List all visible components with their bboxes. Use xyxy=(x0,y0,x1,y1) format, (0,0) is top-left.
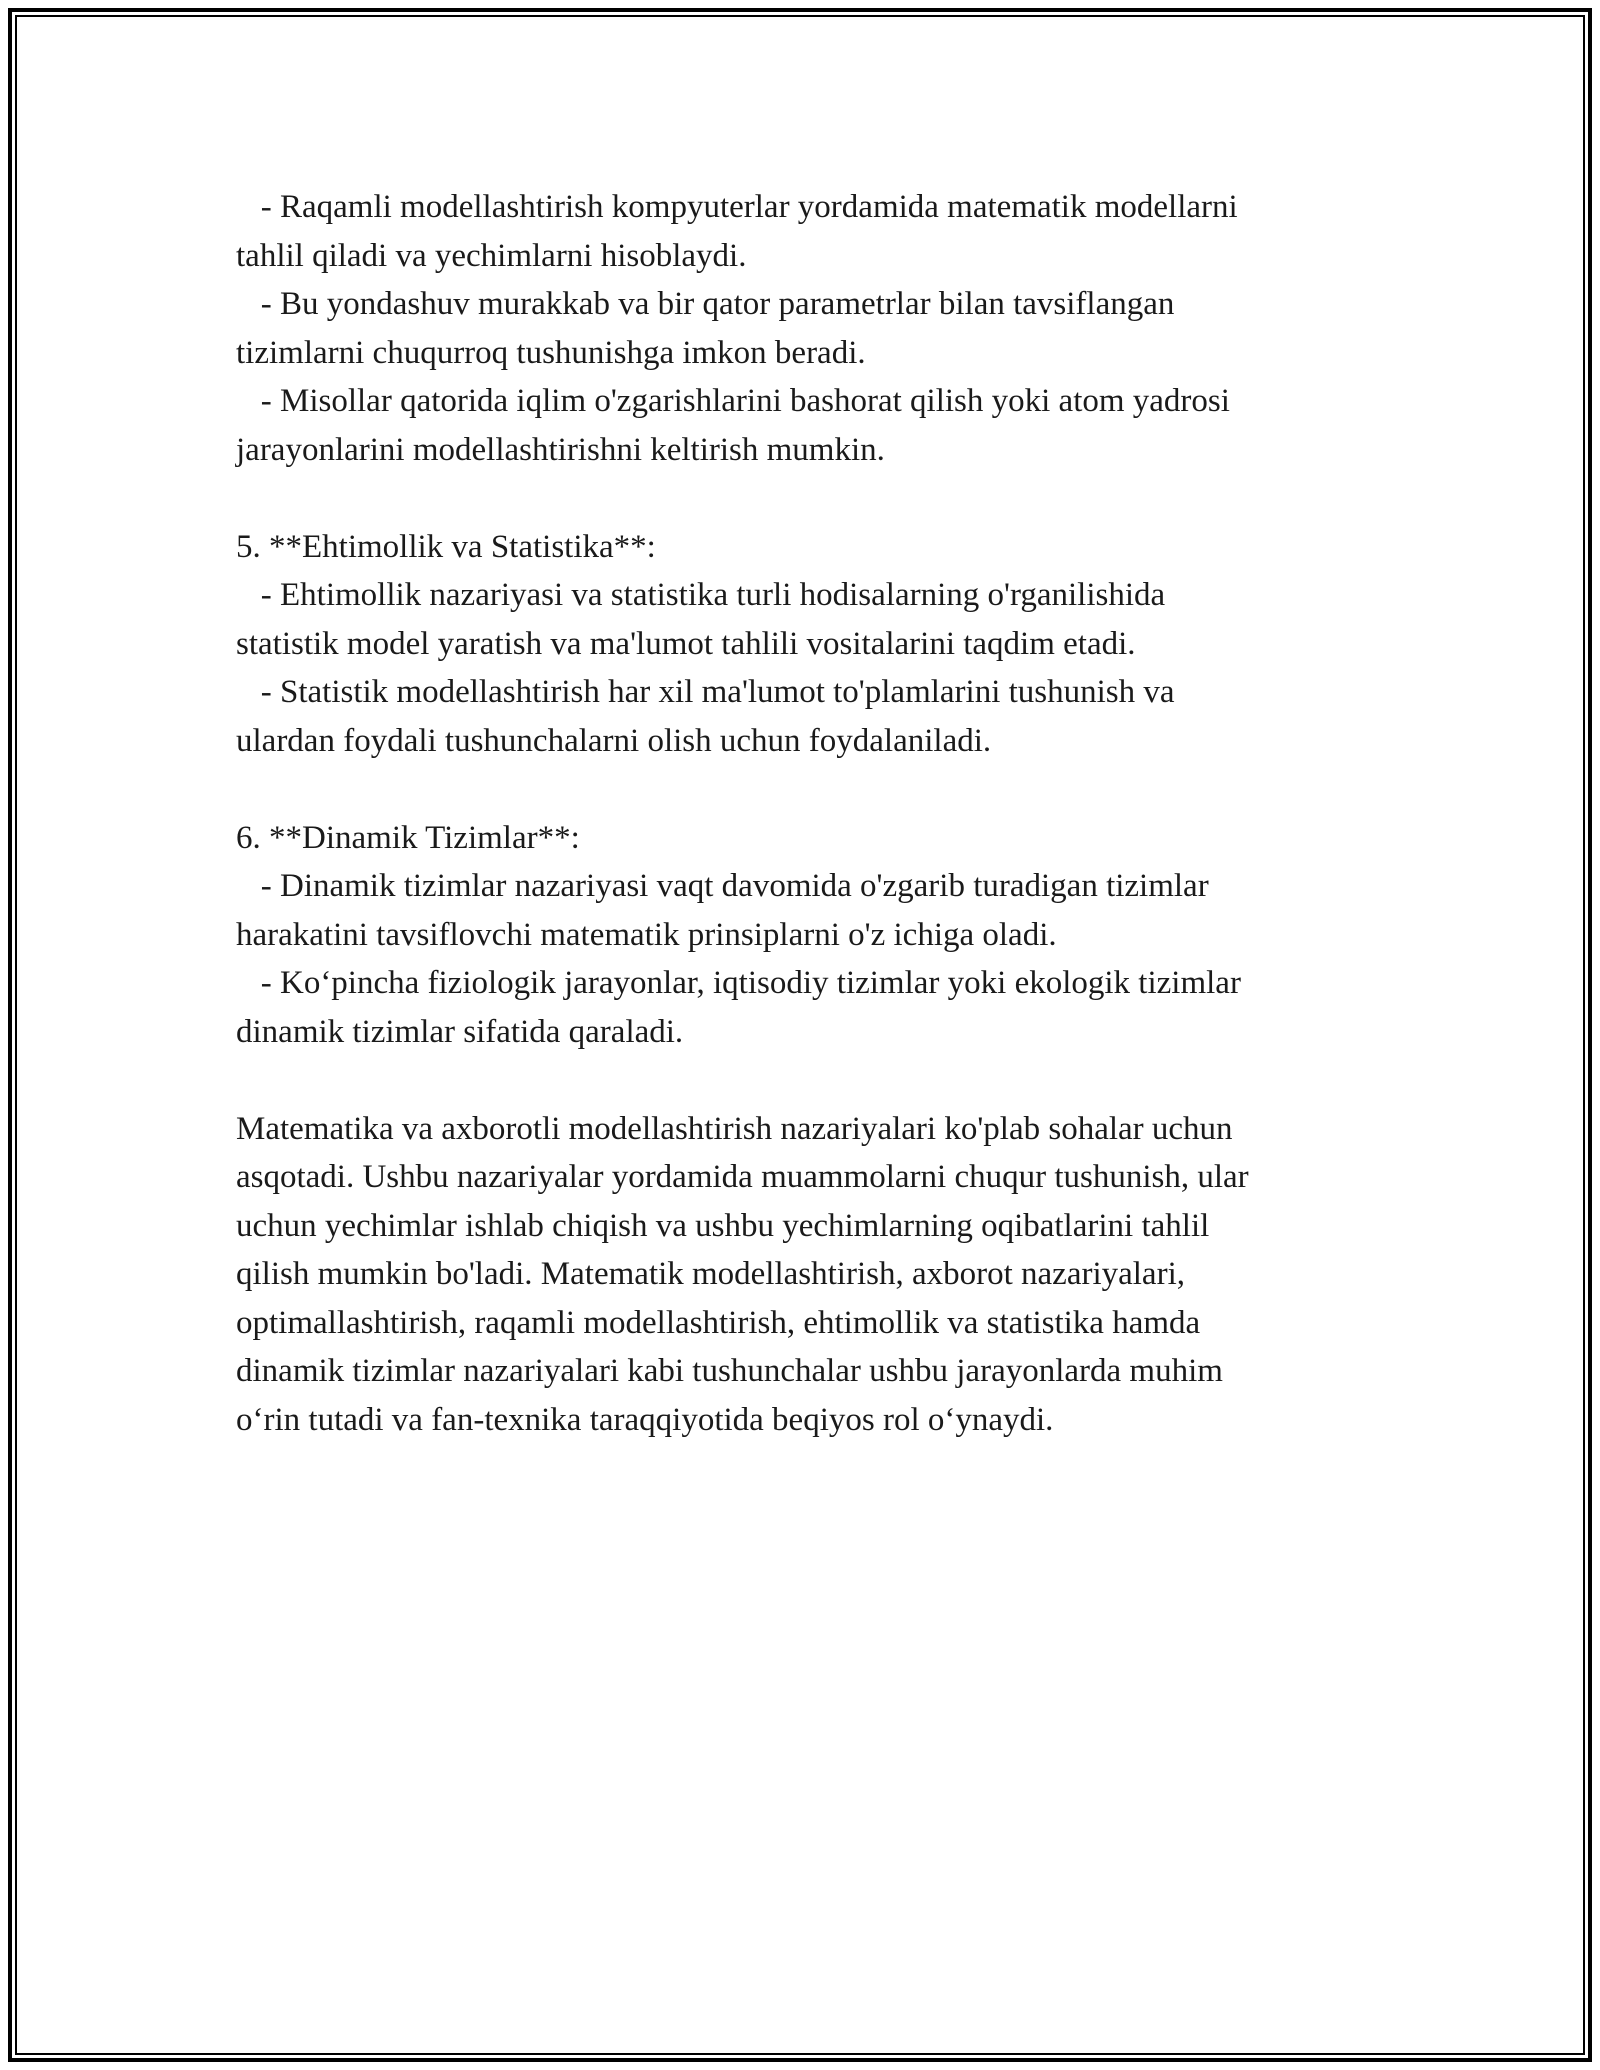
text-line: - Ko‘pincha fiziologik jarayonlar, iqtisodiy tizimlar yoki ekologik tizimlar xyxy=(236,965,1241,1001)
section-4-bullets xyxy=(236,183,1386,474)
list-item xyxy=(236,959,1386,1056)
list-item xyxy=(236,862,1386,959)
text-line: Matematika va axborotli modellashtirish nazariyalari ko'plab sohalar uchun xyxy=(236,1110,1233,1147)
text-line: - Misollar qatorida iqlim o'zgarishlarini bashorat qilish yoki atom yadrosi xyxy=(236,383,1230,419)
section-5 xyxy=(236,523,1386,766)
text-line: tahlil qiladi va yechimlarni hisoblaydi. xyxy=(236,237,747,274)
text-line: - Bu yondashuv murakkab va bir qator parametrlar bilan tavsiflangan xyxy=(236,286,1175,322)
text-line: harakatini tavsiflovchi matematik prinsiplarni o'z ichiga oladi. xyxy=(236,916,1057,953)
paragraph-spacer xyxy=(236,474,1386,523)
text-line: - Raqamli modellashtirish kompyuterlar yordamida matematik modellarni xyxy=(236,189,1238,225)
section-heading: 6. **Dinamik Tizimlar**: xyxy=(236,819,580,856)
text-line: - Statistik modellashtirish har xil ma'lumot to'plamlarini tushunish va xyxy=(236,674,1175,710)
text-line: ulardan foydali tushunchalarni olish uchun foydalaniladi. xyxy=(236,722,992,759)
conclusion-paragraph xyxy=(236,1105,1386,1445)
text-line: o‘rin tutadi va fan-texnika taraqqiyotida beqiyos rol o‘ynaydi. xyxy=(236,1401,1054,1438)
text-line: statistik model yaratish va ma'lumot tahlili vositalarini taqdim etadi. xyxy=(236,625,1136,662)
paragraph-spacer xyxy=(236,765,1386,814)
list-item xyxy=(236,280,1386,377)
list-item xyxy=(236,183,1386,280)
text-line: uchun yechimlar ishlab chiqish va ushbu yechimlarning oqibatlarini tahlil xyxy=(236,1207,1210,1244)
text-line: jarayonlarini modellashtirishni keltirish mumkin. xyxy=(236,431,885,468)
list-item xyxy=(236,668,1386,765)
document-body xyxy=(236,183,1386,1444)
list-item xyxy=(236,571,1386,668)
text-line: asqotadi. Ushbu nazariyalar yordamida muammolarni chuqur tushunish, ular xyxy=(236,1159,1249,1195)
text-line: qilish mumkin bo'ladi. Matematik modellashtirish, axborot nazariyalari, xyxy=(236,1256,1185,1292)
section-heading: 5. **Ehtimollik va Statistika**: xyxy=(236,528,656,565)
text-line: - Dinamik tizimlar nazariyasi vaqt davomida o'zgarib turadigan tizimlar xyxy=(236,868,1209,904)
list-item xyxy=(236,377,1386,474)
text-line: - Ehtimollik nazariyasi va statistika turli hodisalarning o'rganilishida xyxy=(236,577,1166,613)
section-6 xyxy=(236,814,1386,1057)
text-line: dinamik tizimlar nazariyalari kabi tushunchalar ushbu jarayonlarda muhim xyxy=(236,1353,1223,1389)
text-line: optimallashtirish, raqamli modellashtirish, ehtimollik va statistika hamda xyxy=(236,1304,1201,1341)
text-line: tizimlarni chuqurroq tushunishga imkon beradi. xyxy=(236,334,866,371)
paragraph-spacer xyxy=(236,1056,1386,1105)
text-line: dinamik tizimlar sifatida qaraladi. xyxy=(236,1013,684,1050)
